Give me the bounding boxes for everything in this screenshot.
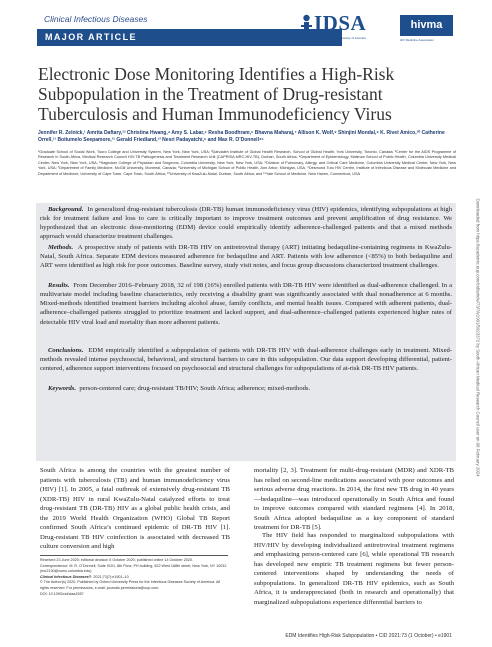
footnote-separator [40,555,228,556]
abstract-results-text: From December 2016–February 2018, 32 of 198 (16%) enrolled patients with DR-TB HIV were identified as dual-adherence challenged. In a multivariate model including baseline characteristics, only receiving a disability grant was significantly associated with dual nonadherence at 6 months. Mixed-methods identified treatment barriers including alcohol abuse, family conflicts, and mental health issues. Compared with adherent patients, dual-adherence–challenged patients struggled to prioritize treatment and lacked support, and dual-adherence–challenged patients experienced higher rates of detectable HIV viral load and mortality than more adherent patients. [40,282,452,326]
abstract-background-text: In generalized drug-resistant tuberculosis (DR-TB) human immunodeficiency virus (HIV) epidemics, identifying subpopulations at high risk for treatment failure and loss to care is critically important to improve treatment outcomes and prevent amplification of drug resistance. We hypothesized that an electronic dose-monitoring (EDM) device could empirically identify adherence-challenged patients and that a mixed methods approach would characterize treatment challenges. [40,206,452,241]
abstract-results-label: Results. [48,282,70,289]
article-type-label: MAJOR ARTICLE [45,32,137,42]
body-left-paragraph: South Africa is among the countries with the greatest number of patients with tuberculosis (TB) and human immunodeficiency virus (HIV) [1]. In 2005, a fatal outbreak of extensively drug-resistant TB (XDR-TB) HIV in rural KwaZulu-Natal catalyzed efforts to treat drug-resistant TB (DR-TB) HIV as a global public health crisis, and the 2019 World Health Organization (WHO) Global TB Report confirmed South Africa’s continued epidemic of DR-TB HIV [1]. Drug-resistant TB HIV coinfection is associated with decreased TB culture conversion and high [40,467,230,551]
author-list: Jennifer R. Zelnick,¹ Amrita Daftary,²³ Christina Hwang,⁴ Amy S. Labar,⁵ Resha Boodhram,⁶ Bhavna Maharaj,⁷ Allison K. Wolf,⁸ Shinjini Mondal,⁹ K. Rivet Amico,¹⁰ Catherine Orrell,¹¹ Boitumelo Seepamore,¹² Gerald Friedland,¹³ Nesri Padayatchi,⁶ and Max R. O’Donnell⁴⁶ [38,130,445,143]
abstract-methods-label: Methods. [48,244,74,251]
article-type-band [37,29,342,46]
body-right-paragraph-1: mortality [2, 3]. Treatment for multi-drug-resistant (MDR) and XDR-TB has relied on second-line medications associated with poor outcomes and serious adverse drug reactions. In 2014, the first new TB drug in 40 years—bedaquiline—was introduced operationally in South Africa and found to improve outcomes compared with standard regimens [4]. In 2018, South Africa adopted bedaquiline as a key component of standard treatment for DR-TB [5]. [254,467,454,532]
body-right-paragraph-2-text: The HIV field has responded to marginalized subpopulations with HIV/HIV by developing individualized antiretroviral treatment regimens and emphasizing person-centered care [6], while operational TB research has developed new empiric TB treatment regimens but fewer person-centered interventions shaped by understanding the needs of subpopulations. In generalized DR-TB HIV epidemics, such as South Africa, it is underappreciated (both in research and operationally) that marginalized subpopulations experience differential barriers to [254,532,454,606]
download-side-note-text: Downloaded from https://academic.oup.com/cid/article/73/7/e1901/5923372 by South African Medical Research Council user on 08 February 2024 [475,198,481,477]
page-footer: EDM Identifies High-Risk Subpopulation • CID 2021:73 (1 October) • e1901 [285,633,452,639]
footnote-received: Received 23 June 2020; editorial decision 5 October 2020; published online 14 October 2020. [40,558,193,562]
body-right-paragraph-2 [254,531,454,607]
abstract-methods [40,243,452,270]
abstract-background-label: Background. [48,206,84,213]
abstract-keywords-text: person-centered care; drug-resistant TB/HIV; South Africa; adherence; mixed-methods. [79,385,311,392]
abstract-background [40,205,452,242]
article-title: Electronic Dose Monitoring Identifies a High-Risk Subpopulation in the Treatment of Drug-resistant Tuberculosis and Human Immunodeficiency Virus [38,64,395,124]
footnote-doi: DOI: 10.1093/cid/ciaa1557 [40,591,84,596]
footnote-correspondence: Correspondence: M. R. O’Donnell, Suite 0101, 8th Floor, PH building, 622 West 168th street, New York, NY 10032 (mo2130@cumc.columbia.edu). [40,563,227,574]
footnote-copyright: © The Author(s) 2020. Published by Oxford University Press for the Infectious Diseases Society of America. All rights reserved. For permissions, e-mail: journals.permissions@oup.com. [40,580,221,590]
download-side-note [473,95,483,575]
hivma-logo-subtitle: HIV Medicine Association [400,38,434,42]
idsa-logo [300,11,367,48]
footnote-citation-text: 2021;73(7):e1901–10 [93,574,129,579]
journal-name: Clinical Infectious Diseases [44,14,148,24]
abstract-conclusions-label: Conclusions. [48,347,84,354]
abstract-keywords [40,384,452,393]
affiliations: ¹Graduate School of Social Work, Touro College and University System, New York, New York, USA; ²Dahdaleh Institute of Global Health Research, School of Global Health, York University, Toronto, Canada; ³Center for the AIDS Programme of Research in South Africa, Medical Research Council HIV-TB Pathogenesis and Treatment Research Unit (CAPRISA MRC-HIV-TB), Durban, South Africa; ⁴Department of Epidemiology, Mailman School of Public Health, Columbia University Medical Center, New York, New York, USA; ⁵Hagedorn College of Physician and Surgeons, Columbia University, New York, New York, USA; ⁶Division of Pulmonary, Allergy, and Critical Care Medicine, Columbia University Medical Center, New York, New York, USA; ⁷Department of Family Medicine, McGill University, Montreal, Canada; ⁸University of Michigan School of Public Health, Ann Arbor, Michigan, USA; ⁹Desmond Tutu HIV Centre, Institute of Infectious Disease and Molecular Medicine and Department of Medicine, University of Cape Town, Cape Town, South Africa; ¹⁰University of KwaZulu-Natal, Durban, South Africa; and ¹¹Yale School of Medicine, New Haven, Connecticut, USA [38,150,456,176]
abstract-conclusions [40,346,452,373]
idsa-logo-text: IDSA [314,11,367,35]
hivma-logo: hivma [400,15,453,36]
abstract-results [40,281,452,327]
footnote-block [40,558,228,597]
idsa-logo-subtitle: Infectious Diseases Society of America [314,36,366,40]
abstract-keywords-label: Keywords. [48,385,77,392]
abstract-conclusions-text: EDM empirically identified a subpopulation of patients with DR-TB HIV with dual-adherence challenges early in treatment. Mixed-methods revealed intense psychosocial, behavioral, and structural barriers to care in this subpopulation. Our data support developing differential, patient-centered, adherence support interventions focused on psychosocial and structural challenges for subpopulations of at-risk DR-TB HIV patients. [40,347,452,373]
idsa-emblem-icon [300,14,313,36]
abstract-methods-text: A prospective study of patients with DR-TB HIV on antiretroviral therapy (ART) initiating bedaquiline-containing regimens in KwaZulu-Natal, South Africa. Separate EDM devices measured adherence for bedaquiline and ART. Patients with low adherence (<85%) to both bedaquiline and ART were identified as high risk for poor outcomes. Baseline survey, study visit notes, and focus group discussions characterized treatment challenges. [40,244,452,270]
footnote-citation-label: Clinical Infectious Diseases® [40,574,92,579]
abstract-box [36,203,456,461]
